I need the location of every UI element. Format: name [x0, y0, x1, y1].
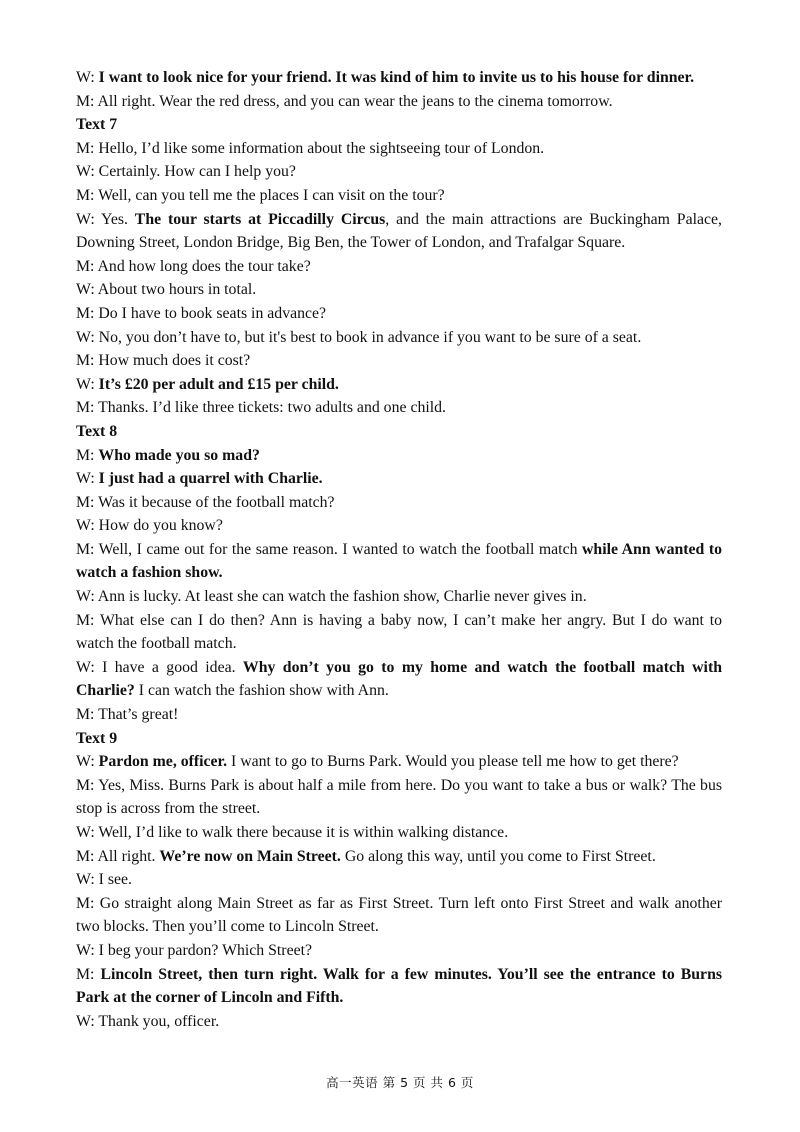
text-run: W: I have a good idea.: [76, 658, 243, 676]
text-run: , and the main attractions are Buckingham Palace, Downing Street, London Bridge, Big Ben, the Tower of London, and Trafalgar Square.: [76, 210, 722, 252]
dialogue-line: [76, 255, 722, 279]
text-run: M: And how long does the tour take?: [76, 257, 311, 275]
dialogue-line: [76, 1010, 722, 1034]
text-run: I want to go to Burns Park. Would you please tell me how to get there?: [227, 753, 679, 771]
text-run: M: Was it because of the football match?: [76, 493, 335, 511]
section-heading: [76, 420, 722, 444]
dialogue-line: [76, 491, 722, 515]
dialogue-line: [76, 538, 722, 585]
dialogue-line: [76, 892, 722, 939]
dialogue-line: [76, 349, 722, 373]
text-run: W: Certainly. How can I help you?: [76, 163, 296, 181]
bold-text-run: I just had a quarrel with Charlie.: [98, 470, 323, 488]
bold-text-run: while Ann wanted to watch a fashion show.: [76, 540, 722, 582]
text-run: M: That’s great!: [76, 706, 179, 724]
bold-text-run: Text 9: [76, 729, 118, 747]
text-run: M:: [76, 965, 101, 983]
dialogue-line: [76, 774, 722, 821]
dialogue-line: [76, 160, 722, 184]
bold-text-run: We’re now on Main Street.: [159, 847, 341, 865]
dialogue-line: [76, 585, 722, 609]
dialogue-line: [76, 278, 722, 302]
dialogue-line: [76, 821, 722, 845]
section-heading: [76, 727, 722, 751]
dialogue-line: [76, 137, 722, 161]
text-run: W: About two hours in total.: [76, 281, 257, 299]
dialogue-line: [76, 845, 722, 869]
text-run: M: All right. Wear the red dress, and you can wear the jeans to the cinema tomorrow.: [76, 92, 613, 110]
dialogue-line: [76, 750, 722, 774]
dialogue-line: [76, 963, 722, 1010]
text-run: W:: [76, 470, 99, 488]
text-run: W: I beg your pardon? Which Street?: [76, 941, 312, 959]
bold-text-run: The tour starts at Piccadilly Circus: [134, 210, 386, 228]
text-run: W: Yes.: [76, 210, 135, 228]
text-run: W:: [76, 375, 99, 393]
text-run: M: Yes, Miss. Burns Park is about half a mile from here. Do you want to take a bus or walk? The bus stop is across from the street.: [76, 776, 722, 818]
transcript-body: [76, 66, 722, 1033]
text-run: W: No, you don’t have to, but it's best to book in advance if you want to be sure of a seat.: [76, 328, 642, 346]
text-run: M:: [76, 446, 99, 464]
text-run: W:: [76, 753, 99, 771]
text-run: M: Well, can you tell me the places I can visit on the tour?: [76, 186, 445, 204]
text-run: M: Do I have to book seats in advance?: [76, 304, 327, 322]
dialogue-line: [76, 467, 722, 491]
bold-text-run: It’s £20 per adult and £15 per child.: [98, 375, 339, 393]
dialogue-line: [76, 609, 722, 656]
dialogue-line: [76, 656, 722, 703]
text-run: W: Ann is lucky. At least she can watch the fashion show, Charlie never gives in.: [76, 588, 587, 606]
text-run: M: Go straight along Main Street as far as First Street. Turn left onto First Street and walk another two blocks. Then you’ll come to Lincoln Street.: [76, 894, 722, 936]
bold-text-run: Text 7: [76, 116, 118, 134]
text-run: M: How much does it cost?: [76, 352, 251, 370]
bold-text-run: Lincoln Street, then turn right. Walk for a few minutes. You’ll see the entrance to Burns Park at the corner of Lincoln and Fifth.: [76, 965, 722, 1007]
page-footer: 高一英语 第 5 页 共 6 页: [326, 1075, 474, 1090]
text-run: I can watch the fashion show with Ann.: [134, 682, 389, 700]
dialogue-line: [76, 868, 722, 892]
dialogue-line: [76, 208, 722, 255]
text-run: W: Well, I’d like to walk there because it is within walking distance.: [76, 824, 509, 841]
bold-text-run: Why don’t you go to my home and watch the football match with Charlie?: [76, 658, 722, 700]
text-run: M: What else can I do then? Ann is having a baby now, I can’t make her angry. But I do want to watch the football match.: [76, 611, 722, 653]
dialogue-line: [76, 939, 722, 963]
dialogue-line: [76, 184, 722, 208]
bold-text-run: Pardon me, officer.: [98, 753, 228, 771]
text-run: W: Thank you, officer.: [76, 1012, 220, 1030]
bold-text-run: Text 8: [76, 422, 118, 440]
bold-text-run: I want to look nice for your friend. It was kind of him to invite us to his house for dinner.: [98, 69, 695, 86]
dialogue-line: [76, 514, 722, 538]
text-run: W: I see.: [76, 871, 132, 889]
dialogue-line: [76, 373, 722, 397]
dialogue-line: [76, 326, 722, 350]
text-run: M: Hello, I’d like some information about the sightseeing tour of London.: [76, 139, 545, 157]
dialogue-line: [76, 703, 722, 727]
text-run: Go along this way, until you come to First Street.: [340, 847, 656, 865]
section-heading: [76, 113, 722, 137]
text-run: M: All right.: [76, 847, 160, 865]
text-run: M: Well, I came out for the same reason. I wanted to watch the football match: [76, 540, 583, 558]
bold-text-run: Who made you so mad?: [98, 446, 260, 464]
text-run: W:: [76, 69, 99, 86]
dialogue-line: [76, 302, 722, 326]
dialogue-line: [76, 66, 722, 90]
dialogue-line: [76, 444, 722, 468]
text-run: W: How do you know?: [76, 517, 223, 535]
dialogue-line: [76, 396, 722, 420]
dialogue-line: [76, 90, 722, 114]
text-run: M: Thanks. I’d like three tickets: two adults and one child.: [76, 399, 446, 417]
